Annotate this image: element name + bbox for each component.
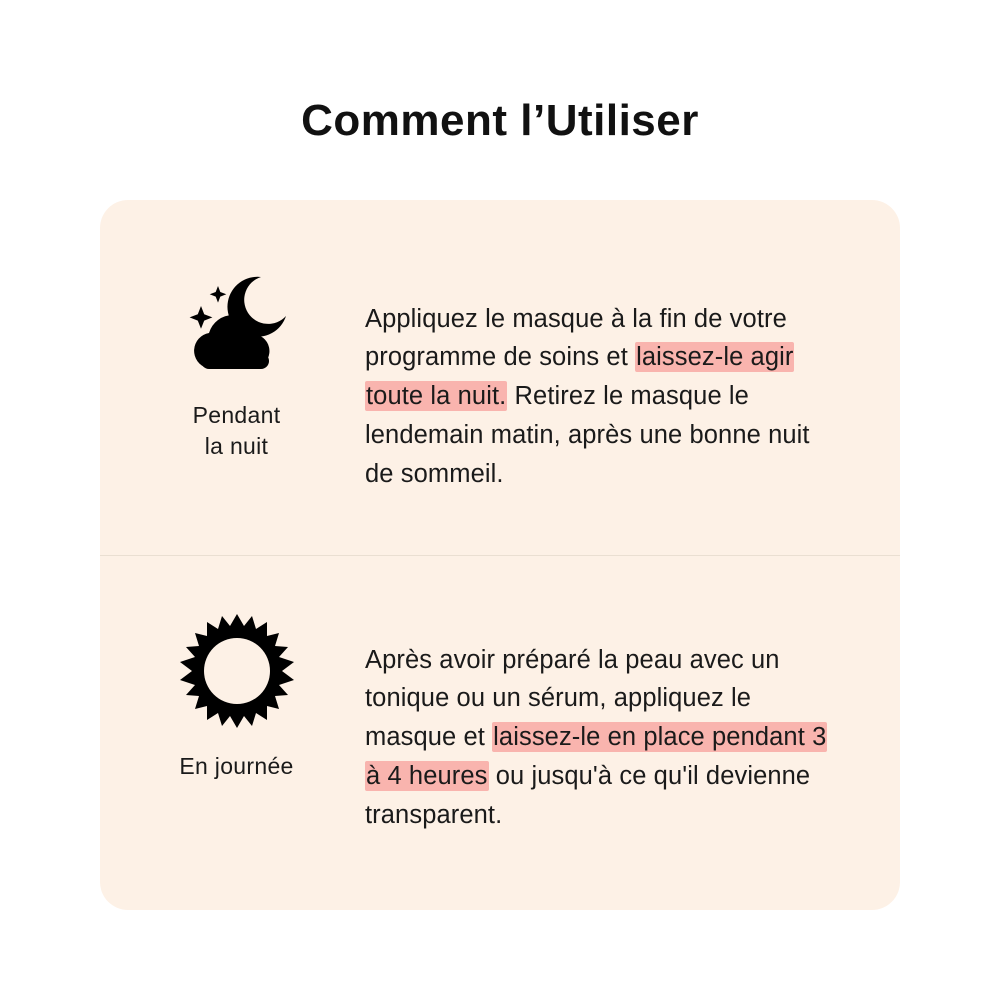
night-text-highlight: laissez-le agir toute la nuit. bbox=[366, 343, 794, 410]
night-text-part-1: Appliquez le masque à la fin de votre programme de soins et bbox=[365, 304, 787, 372]
sun-icon bbox=[178, 611, 296, 731]
instruction-row-day bbox=[100, 555, 900, 910]
day-icon-column bbox=[100, 611, 365, 782]
day-text-highlight: laissez-le en place pendant 3 à 4 heures bbox=[366, 723, 827, 790]
night-label-line2: la nuit bbox=[204, 433, 269, 460]
day-label-line1: En journée bbox=[179, 753, 294, 779]
day-text-part-3: ou jusqu'à ce qu'il devienne transparent. bbox=[365, 761, 811, 829]
night-icon-column bbox=[100, 270, 365, 462]
day-label bbox=[179, 751, 293, 782]
instruction-row-night bbox=[100, 200, 900, 555]
day-text-column bbox=[365, 611, 900, 860]
instructions-card bbox=[100, 200, 900, 910]
moon-cloud-stars-icon bbox=[177, 270, 297, 380]
night-label bbox=[193, 400, 281, 462]
night-text-part-3: Retirez le masque le lendemain matin, après une bonne nuit de sommeil. bbox=[365, 382, 810, 488]
night-label-line1: Pendant bbox=[192, 402, 281, 428]
page-title: Comment l’Utiliser bbox=[301, 96, 699, 145]
day-instruction-text bbox=[365, 637, 840, 835]
day-text-part-1: Après avoir préparé la peau avec un tonique ou un sérum, appliquez le masque et bbox=[365, 645, 780, 751]
night-text-column bbox=[365, 270, 900, 519]
night-instruction-text bbox=[365, 296, 840, 494]
